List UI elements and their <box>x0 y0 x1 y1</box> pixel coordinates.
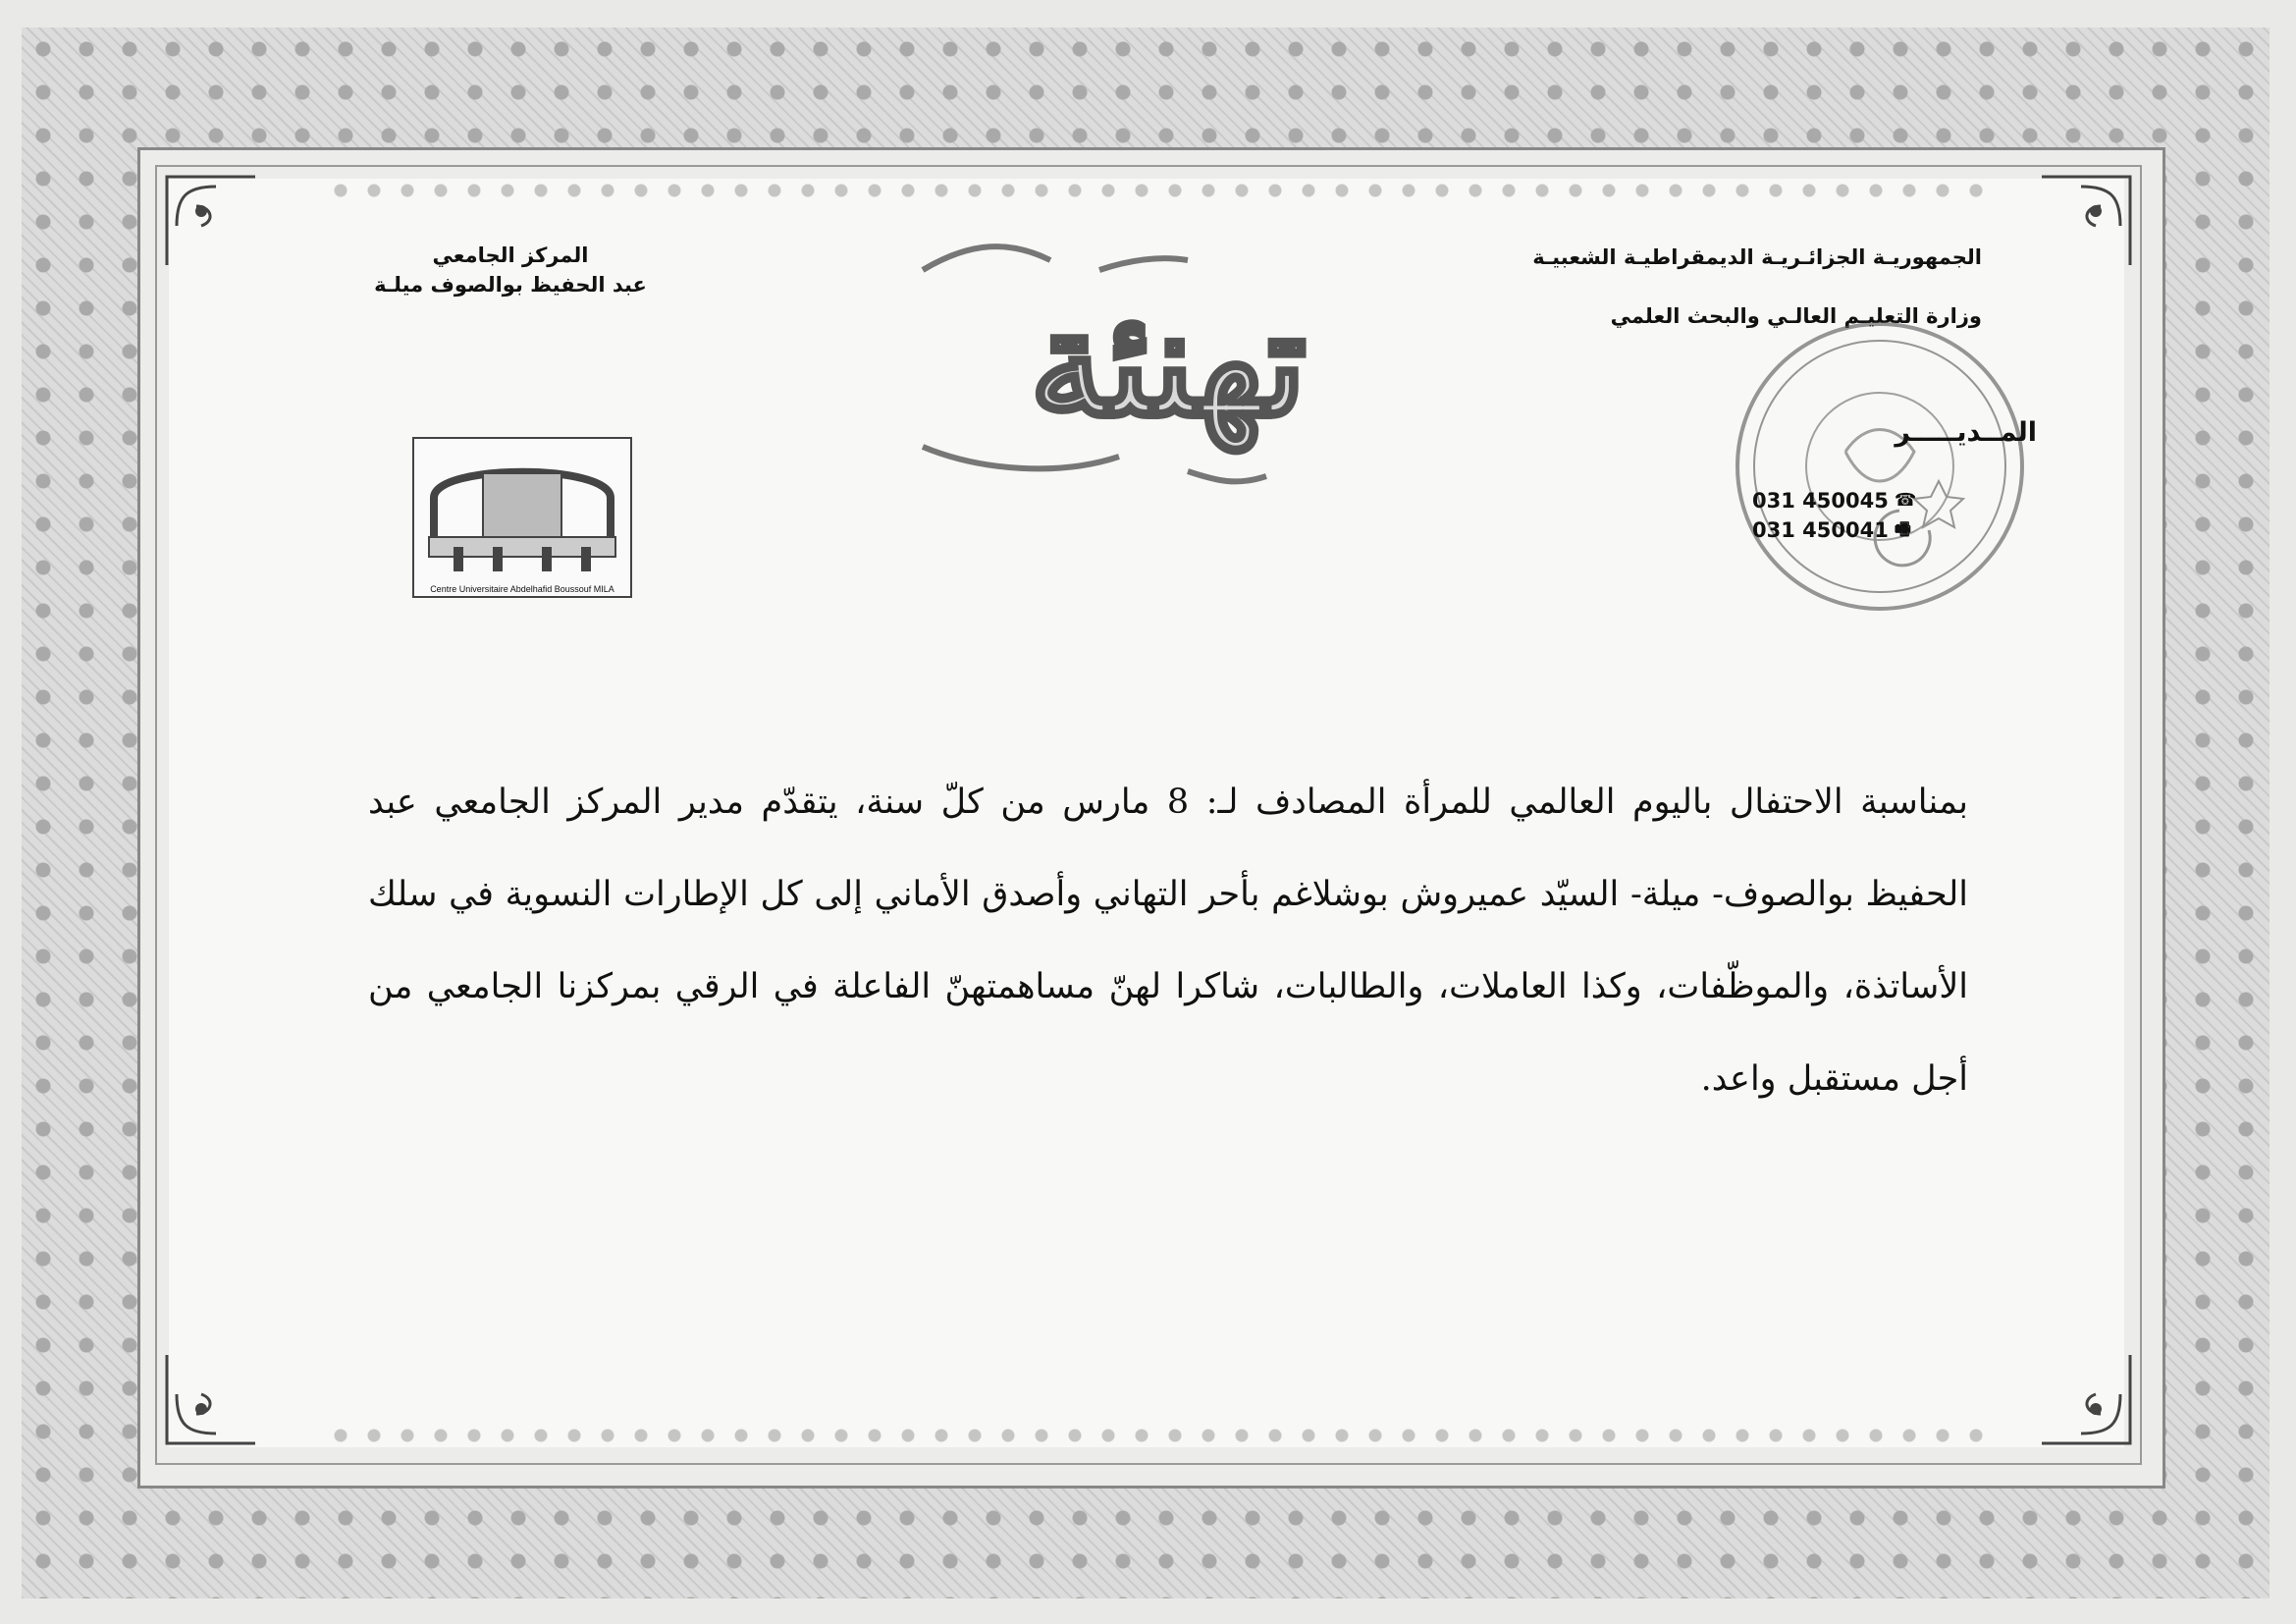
title-calligraphy <box>864 201 1472 525</box>
fax-number: 031 450041 <box>1752 518 1889 542</box>
corner-ornament-bottom-left <box>157 1345 265 1453</box>
director-label: المــديـــــر <box>1895 417 2037 448</box>
certificate-body: بمناسبة الاحتفال باليوم العالمي للمرأة المصادف لـ: 8 مارس من كلّ سنة، يتقدّم مدير المركز الجامعي عبد الحفيظ بوالصوف- ميلة- السيّد عميروش بوشلاغم بأحر التهاني وأصدق الأماني إلى كل الإطارات النسوية في سلك الأساتذة، والموظّفات، وكذا العاملات، والطالبات، شاكرا لهنّ مساهمتهنّ الفاعلة في الرقي بمركزنا الجامعي من أجل مستقبل واعد. <box>368 783 1968 1099</box>
official-stamp <box>1728 314 2032 619</box>
header-left <box>353 241 667 299</box>
contact-phones <box>1752 486 1958 545</box>
university-logo <box>412 437 632 598</box>
institution-line2: عبد الحفيظ بوالصوف ميلـة <box>374 273 647 297</box>
fax-icon: 🖷 <box>1894 519 1911 540</box>
corner-ornament-top-left <box>157 167 265 275</box>
corner-ornament-bottom-right <box>2032 1345 2140 1453</box>
republic-name: الجمهوريـة الجزائـريـة الديمقراطيـة الشعبيـة <box>1532 245 1982 269</box>
title-text: تهنئة <box>1030 277 1307 450</box>
ministry-name: وزارة التعليـم العالـي والبحث العلمي <box>1610 304 1982 328</box>
university-building-icon <box>414 439 630 576</box>
top-inner-decoration <box>324 167 1983 206</box>
bottom-inner-decoration <box>324 1412 1983 1451</box>
telephone-icon: ☎ <box>1894 490 1917 511</box>
phone-number: 031 450045 <box>1752 489 1889 513</box>
corner-ornament-top-right <box>2032 167 2140 275</box>
institution-line1: المركز الجامعي <box>432 244 589 267</box>
logo-caption: Centre Universitaire Abdelhafid Boussouf MILA <box>430 584 614 594</box>
